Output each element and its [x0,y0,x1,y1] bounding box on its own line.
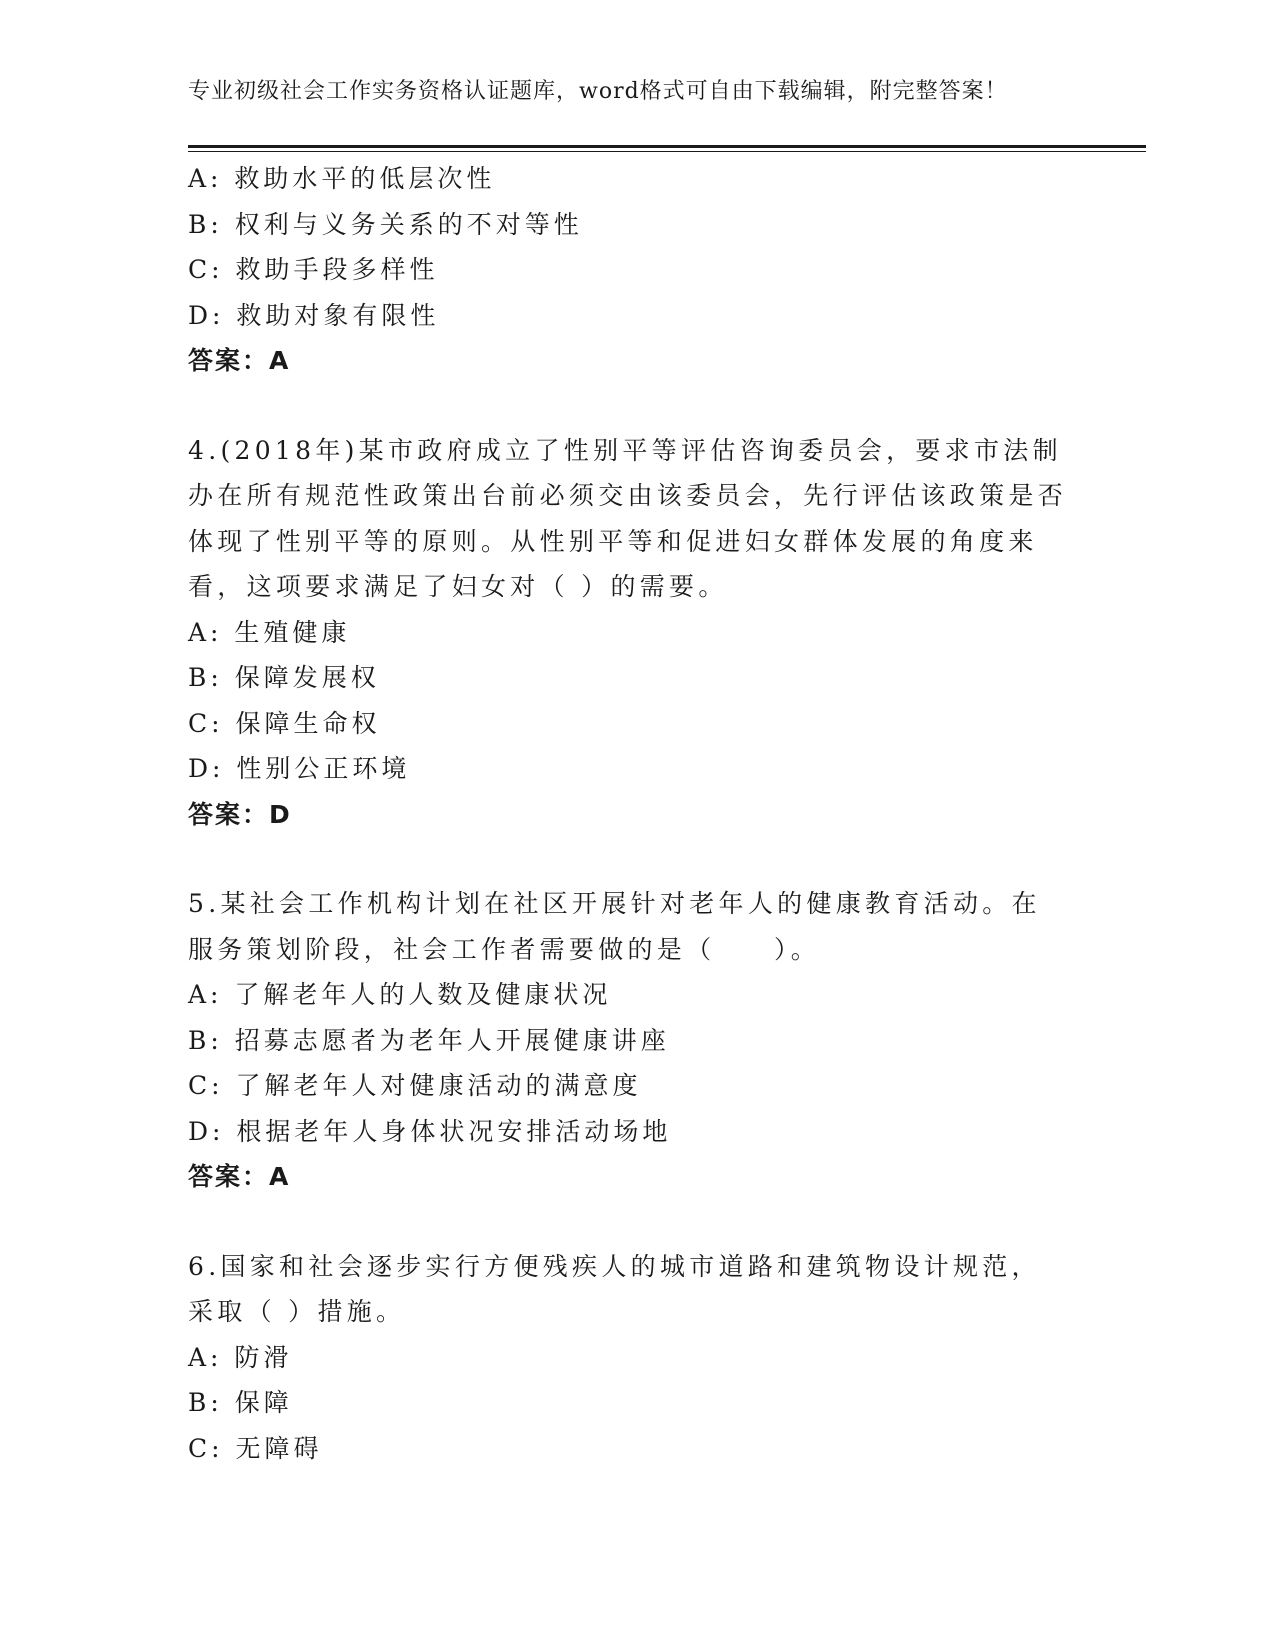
option-a: A: 了解老年人的人数及健康状况 [188,980,612,1009]
question-stem: 4.(2018年)某市政府成立了性别平等评估咨询委员会，要求市法制办在所有规范性政策出台前必须交由该委员会，先行评估该政策是否体现了性别平等的原则。从性别平等和促进妇女群体发展的角度来看，这项要求满足了妇女对（ ）的需要。 [188,435,1068,601]
option-c: C: 了解老年人对健康活动的满意度 [188,1071,642,1100]
answer-label: 答案：D [188,799,292,829]
page-header: 专业初级社会工作实务资格认证题库，word格式可自由下载编辑，附完整答案！ [188,79,1008,104]
option-b: B: 保障 [188,1388,293,1417]
question-block-6 [188,1244,1068,1472]
option-a: A: 生殖健康 [188,617,351,647]
option-a: A: 救助水平的低层次性 [188,164,496,193]
option-a: A: 防滑 [188,1342,293,1372]
option-b: B: 招募志愿者为老年人开展健康讲座 [188,1025,670,1055]
answer-label: 答案：A [188,346,291,375]
question-block-4 [188,428,1068,838]
option-c: C: 无障碍 [188,1433,323,1463]
answer-label: 答案：A [188,1162,291,1191]
question-block-5 [188,881,1068,1200]
option-c: C: 救助手段多样性 [188,255,439,284]
option-d: D: 性别公正环境 [188,754,411,783]
option-d: D: 救助对象有限性 [188,300,440,330]
question-stem: 6.国家和社会逐步实行方便残疾人的城市道路和建筑物设计规范，采取（ ）措施。 [188,1251,1041,1326]
option-b: B: 保障发展权 [188,663,380,692]
question-stem: 5.某社会工作机构计划在社区开展针对老年人的健康教育活动。在服务策划阶段，社会工作者需要做的是（ ）。 [188,889,1041,964]
question-content [188,156,1068,1471]
option-b: B: 权利与义务关系的不对等性 [188,209,583,239]
header-rule-thin [188,151,1146,152]
question-block-3 [188,156,1068,384]
option-c: C: 保障生命权 [188,708,381,738]
option-d: D: 根据老年人身体状况安排活动场地 [188,1116,672,1146]
header-rule-thick [188,145,1146,148]
